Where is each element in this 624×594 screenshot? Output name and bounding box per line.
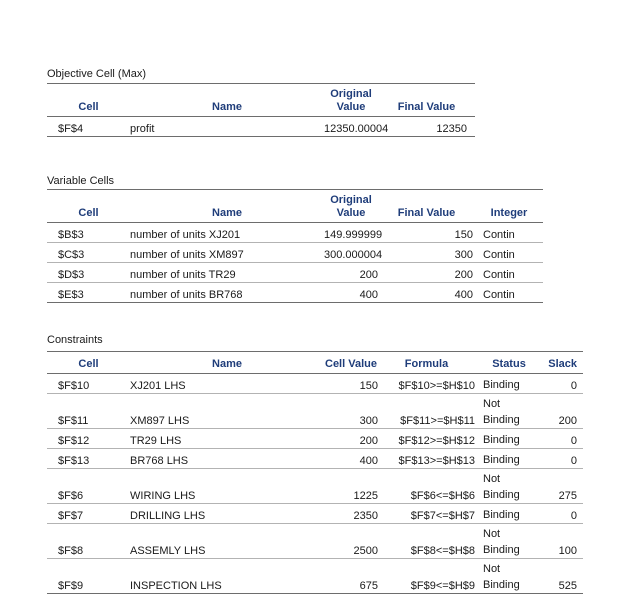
name-header: Name	[130, 190, 324, 223]
cell-header: Cell	[47, 352, 130, 374]
table-row	[47, 559, 583, 594]
slack: 100	[543, 524, 583, 559]
original-value-header: Original Value	[324, 190, 378, 223]
formula: $F$9<=$H$9	[378, 559, 475, 594]
original-value: 300.000004	[324, 243, 378, 263]
cell-ref: $F$13	[47, 449, 130, 469]
integer-value: Contin	[475, 263, 543, 283]
table-row	[47, 243, 543, 263]
constraints-header-row	[47, 352, 583, 374]
slack: 525	[543, 559, 583, 594]
slack: 0	[543, 429, 583, 449]
status: Binding	[475, 429, 543, 449]
status: Not Binding	[475, 524, 543, 559]
cell-name: number of units BR768	[130, 283, 324, 303]
slack: 275	[543, 469, 583, 504]
formula-header: Formula	[378, 352, 475, 374]
cell-name: number of units TR29	[130, 263, 324, 283]
cell-value: 150	[324, 374, 378, 394]
table-row	[47, 283, 543, 303]
slack: 0	[543, 374, 583, 394]
cell-ref: $E$3	[47, 283, 130, 303]
cell-ref: $C$3	[47, 243, 130, 263]
status: Not Binding	[475, 559, 543, 594]
original-value-header: Original Value	[324, 84, 378, 117]
cell-name: WIRING LHS	[130, 469, 324, 504]
cell-ref: $F$10	[47, 374, 130, 394]
formula: $F$11>=$H$11	[378, 394, 475, 429]
cell-ref: $F$6	[47, 469, 130, 504]
integer-header: Integer	[475, 190, 543, 223]
cell-ref: $F$7	[47, 504, 130, 524]
formula: $F$8<=$H$8	[378, 524, 475, 559]
constraints-table	[47, 351, 583, 594]
cell-ref: $F$9	[47, 559, 130, 594]
table-row	[47, 263, 543, 283]
cell-value: 675	[324, 559, 378, 594]
formula: $F$10>=$H$10	[378, 374, 475, 394]
name-header: Name	[130, 352, 324, 374]
cell-value: 1225	[324, 469, 378, 504]
cell-name: XJ201 LHS	[130, 374, 324, 394]
final-value: 200	[378, 263, 475, 283]
cell-ref: $F$11	[47, 394, 130, 429]
status: Binding	[475, 504, 543, 524]
final-value: 12350	[378, 117, 475, 137]
original-value: 149.999999	[324, 223, 378, 243]
cell-value: 2500	[324, 524, 378, 559]
table-row	[47, 374, 583, 394]
cell-value-header: Cell Value	[324, 352, 378, 374]
name-header: Name	[130, 84, 324, 117]
final-value-header: Final Value	[378, 190, 475, 223]
cell-header: Cell	[47, 190, 130, 223]
integer-value: Contin	[475, 243, 543, 263]
cell-ref: $F$4	[47, 117, 130, 137]
status: Not Binding	[475, 394, 543, 429]
table-row	[47, 117, 475, 137]
status: Binding	[475, 374, 543, 394]
table-row	[47, 524, 583, 559]
table-row	[47, 449, 583, 469]
table-row	[47, 429, 583, 449]
cell-name: number of units XM897	[130, 243, 324, 263]
slack: 0	[543, 504, 583, 524]
table-row	[47, 504, 583, 524]
cell-name: DRILLING LHS	[130, 504, 324, 524]
cell-name: number of units XJ201	[130, 223, 324, 243]
formula: $F$12>=$H$12	[378, 429, 475, 449]
formula: $F$13>=$H$13	[378, 449, 475, 469]
cell-name: XM897 LHS	[130, 394, 324, 429]
constraints-section-title: Constraints	[47, 334, 103, 346]
objective-section-title: Objective Cell (Max)	[47, 68, 147, 80]
status: Not Binding	[475, 469, 543, 504]
cell-value: 2350	[324, 504, 378, 524]
cell-name: TR29 LHS	[130, 429, 324, 449]
variables-table	[47, 189, 543, 303]
cell-ref: $D$3	[47, 263, 130, 283]
table-row	[47, 469, 583, 504]
objective-table	[47, 83, 475, 137]
status-header: Status	[475, 352, 543, 374]
original-value: 12350.00004	[324, 117, 378, 137]
cell-ref: $B$3	[47, 223, 130, 243]
final-value: 150	[378, 223, 475, 243]
variables-section-title: Variable Cells	[47, 175, 115, 187]
formula: $F$7<=$H$7	[378, 504, 475, 524]
cell-value: 200	[324, 429, 378, 449]
cell-value: 300	[324, 394, 378, 429]
table-row	[47, 223, 543, 243]
final-value: 300	[378, 243, 475, 263]
slack: 200	[543, 394, 583, 429]
slack-header: Slack	[543, 352, 583, 374]
status: Binding	[475, 449, 543, 469]
integer-value: Contin	[475, 223, 543, 243]
cell-ref: $F$8	[47, 524, 130, 559]
cell-name: BR768 LHS	[130, 449, 324, 469]
original-value: 200	[324, 263, 378, 283]
original-value: 400	[324, 283, 378, 303]
cell-ref: $F$12	[47, 429, 130, 449]
table-row	[47, 394, 583, 429]
final-value-header: Final Value	[378, 84, 475, 117]
cell-header: Cell	[47, 84, 130, 117]
integer-value: Contin	[475, 283, 543, 303]
final-value: 400	[378, 283, 475, 303]
objective-header-row	[47, 84, 475, 117]
formula: $F$6<=$H$6	[378, 469, 475, 504]
cell-name: INSPECTION LHS	[130, 559, 324, 594]
cell-value: 400	[324, 449, 378, 469]
variables-header-row	[47, 190, 543, 223]
cell-name: ASSEMLY LHS	[130, 524, 324, 559]
slack: 0	[543, 449, 583, 469]
cell-name: profit	[130, 117, 324, 137]
